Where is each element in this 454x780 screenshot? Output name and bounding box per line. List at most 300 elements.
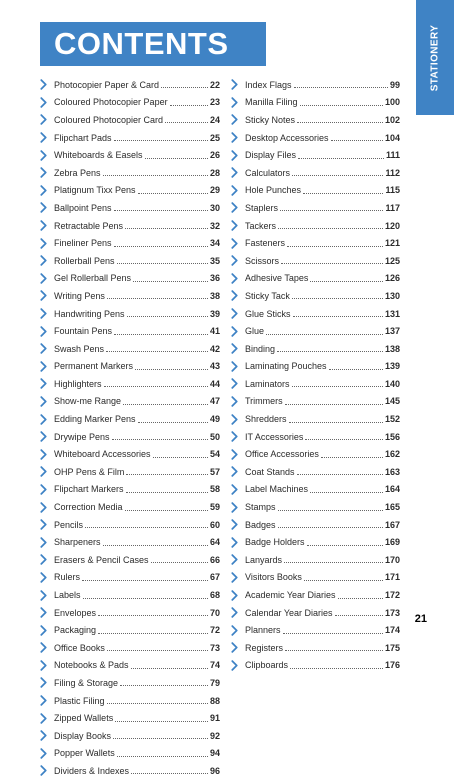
dot-leader: [303, 193, 383, 194]
toc-entry[interactable]: [229, 94, 400, 112]
toc-entry[interactable]: [38, 481, 220, 499]
toc-entry[interactable]: [229, 428, 400, 446]
toc-entry-page: 43: [209, 361, 220, 372]
toc-entry-label: Badge Holders: [245, 537, 305, 548]
toc-entry[interactable]: [38, 569, 220, 587]
toc-entry-page: 121: [384, 238, 400, 249]
dot-leader: [278, 228, 383, 229]
toc-entry-label: Binding: [245, 343, 276, 354]
toc-entry[interactable]: [38, 516, 220, 534]
dot-leader: [98, 615, 208, 616]
dot-leader: [117, 756, 208, 757]
dot-leader: [114, 246, 208, 247]
toc-entry[interactable]: [38, 146, 220, 164]
toc-entry[interactable]: [38, 182, 220, 200]
toc-entry[interactable]: [229, 76, 400, 94]
toc-entry-page: 170: [384, 554, 400, 565]
toc-entry-page: 35: [209, 255, 220, 266]
dot-leader: [293, 316, 383, 317]
page-title: CONTENTS: [54, 26, 229, 61]
dot-leader: [170, 105, 208, 106]
chevron-right-icon: [38, 765, 49, 776]
toc-entry[interactable]: [229, 164, 400, 182]
toc-entry-page: 96: [209, 765, 220, 776]
chevron-right-icon: [229, 431, 240, 442]
dot-leader: [138, 193, 208, 194]
toc-entry[interactable]: [229, 199, 400, 217]
toc-entry[interactable]: [229, 270, 400, 288]
dot-leader: [131, 773, 208, 774]
chevron-right-icon: [38, 554, 49, 565]
toc-entry-label: Visitors Books: [245, 572, 302, 583]
toc-entry[interactable]: [38, 129, 220, 147]
chevron-right-icon: [38, 625, 49, 636]
chevron-right-icon: [38, 238, 49, 249]
toc-entry-label: Notebooks & Pads: [54, 660, 129, 671]
toc-entry-label: Permanent Markers: [54, 361, 134, 372]
dot-leader: [305, 439, 383, 440]
toc-entry-page: 131: [384, 308, 400, 319]
toc-entry-page: 145: [384, 396, 400, 407]
dot-leader: [310, 492, 383, 493]
toc-entry[interactable]: [229, 516, 400, 534]
toc-entry[interactable]: [38, 305, 220, 323]
chevron-right-icon: [229, 167, 240, 178]
toc-entry-page: 171: [384, 572, 400, 583]
chevron-right-icon: [38, 150, 49, 161]
dot-leader: [329, 369, 383, 370]
chevron-right-icon: [229, 572, 240, 583]
toc-entry-page: 36: [209, 273, 220, 284]
toc-entry-label: Platignum Tixx Pens: [54, 185, 136, 196]
chevron-right-icon: [229, 484, 240, 495]
chevron-right-icon: [229, 660, 240, 671]
toc-entry[interactable]: [38, 709, 220, 727]
toc-entry[interactable]: [229, 111, 400, 129]
toc-entry-label: Badges: [245, 519, 276, 530]
chevron-right-icon: [38, 519, 49, 530]
toc-entry[interactable]: [38, 463, 220, 481]
toc-entry-label: Fountain Pens: [54, 326, 113, 337]
toc-entry-page: 104: [384, 132, 400, 143]
toc-entry-label: Erasers & Pencil Cases: [54, 554, 149, 565]
chevron-right-icon: [38, 695, 49, 706]
dot-leader: [266, 334, 383, 335]
chevron-right-icon: [38, 343, 49, 354]
chevron-right-icon: [38, 537, 49, 548]
toc-entry-page: 92: [209, 730, 220, 741]
chevron-right-icon: [38, 713, 49, 724]
toc-entry[interactable]: [38, 287, 220, 305]
toc-entry-label: Rollerball Pens: [54, 255, 115, 266]
dot-leader: [300, 105, 383, 106]
toc-entry-page: 173: [384, 607, 400, 618]
dot-leader: [127, 316, 208, 317]
toc-entry-page: 138: [384, 343, 400, 354]
toc-entry-page: 115: [385, 185, 400, 196]
toc-entry-page: 32: [209, 220, 220, 231]
toc-entry-page: 88: [209, 695, 220, 706]
toc-entry[interactable]: [229, 621, 400, 639]
toc-entry-label: Label Machines: [245, 484, 309, 495]
dot-leader: [292, 298, 383, 299]
toc-entry-page: 24: [209, 114, 220, 125]
chevron-right-icon: [229, 642, 240, 653]
chevron-right-icon: [38, 642, 49, 653]
toc-entry-label: Swash Pens: [54, 343, 105, 354]
toc-entry[interactable]: [38, 111, 220, 129]
toc-entry-label: Zebra Pens: [54, 167, 101, 178]
toc-entry-label: Show-me Range: [54, 396, 122, 407]
dot-leader: [107, 650, 208, 651]
chevron-right-icon: [229, 255, 240, 266]
toc-entry-label: Lanyards: [245, 554, 283, 565]
toc-entry[interactable]: [229, 146, 400, 164]
toc-entry[interactable]: [229, 498, 400, 516]
chevron-right-icon: [38, 132, 49, 143]
dot-leader: [165, 122, 208, 123]
toc-entry-page: 34: [209, 238, 220, 249]
chevron-right-icon: [229, 449, 240, 460]
toc-entry[interactable]: [229, 481, 400, 499]
toc-entry[interactable]: [38, 322, 220, 340]
chevron-right-icon: [229, 625, 240, 636]
dot-leader: [131, 668, 208, 669]
toc-entry[interactable]: [229, 358, 400, 376]
chevron-right-icon: [229, 537, 240, 548]
chevron-right-icon: [229, 414, 240, 425]
toc-entry[interactable]: [38, 445, 220, 463]
chevron-right-icon: [229, 79, 240, 90]
toc-entry-label: Fasteners: [245, 238, 286, 249]
toc-entry-page: 172: [384, 590, 400, 601]
toc-entry[interactable]: [38, 745, 220, 763]
chevron-right-icon: [38, 202, 49, 213]
dot-leader: [287, 246, 383, 247]
toc-entry-label: Office Books: [54, 642, 105, 653]
toc-entry-label: Hole Punches: [245, 185, 302, 196]
dot-leader: [85, 527, 208, 528]
toc-entry-page: 44: [209, 378, 220, 389]
toc-entry-label: Correction Media: [54, 502, 123, 513]
toc-entry-label: Laminating Pouches: [245, 361, 327, 372]
chevron-right-icon: [38, 167, 49, 178]
toc-entry-page: 111: [385, 150, 400, 161]
chevron-right-icon: [38, 449, 49, 460]
toc-entry[interactable]: [38, 393, 220, 411]
contents-header-band: [40, 22, 266, 66]
toc-entry-page: 57: [209, 466, 220, 477]
toc-entry-label: IT Accessories: [245, 431, 304, 442]
toc-entry-label: Scissors: [245, 255, 280, 266]
dot-leader: [278, 510, 383, 511]
toc-entry[interactable]: [38, 199, 220, 217]
toc-entry[interactable]: [38, 94, 220, 112]
toc-entry-label: Glue Sticks: [245, 308, 291, 319]
toc-entry-page: 167: [384, 519, 400, 530]
toc-entry[interactable]: [38, 410, 220, 428]
chevron-right-icon: [229, 308, 240, 319]
toc-entry-page: 156: [384, 431, 400, 442]
chevron-right-icon: [229, 150, 240, 161]
toc-entry-label: Coloured Photocopier Card: [54, 114, 164, 125]
toc-entry[interactable]: [229, 586, 400, 604]
toc-entry[interactable]: [229, 375, 400, 393]
dot-leader: [292, 175, 383, 176]
chevron-right-icon: [38, 326, 49, 337]
toc-entry[interactable]: [229, 604, 400, 622]
toc-entry[interactable]: [229, 322, 400, 340]
dot-leader: [126, 474, 208, 475]
toc-entry-label: Laminators: [245, 378, 290, 389]
toc-entry-label: Envelopes: [54, 607, 97, 618]
toc-entry[interactable]: [38, 604, 220, 622]
dot-leader: [125, 228, 208, 229]
toc-entry-page: 41: [209, 326, 220, 337]
dot-leader: [278, 527, 383, 528]
toc-entry[interactable]: [38, 621, 220, 639]
chevron-right-icon: [229, 202, 240, 213]
toc-entry[interactable]: [38, 164, 220, 182]
toc-entry-label: Photocopier Paper & Card: [54, 79, 160, 90]
dot-leader: [82, 580, 208, 581]
toc-entry[interactable]: [38, 217, 220, 235]
toc-entry[interactable]: [229, 217, 400, 235]
toc-entry-page: 29: [209, 185, 220, 196]
toc-entry-page: 66: [209, 554, 220, 565]
chevron-right-icon: [38, 396, 49, 407]
toc-entry-label: Gel Rollerball Pens: [54, 273, 132, 284]
toc-entry-label: Staplers: [245, 202, 279, 213]
chevron-right-icon: [38, 660, 49, 671]
toc-entry-label: Shredders: [245, 414, 287, 425]
dot-leader: [298, 158, 384, 159]
dot-leader: [294, 87, 388, 88]
toc-entry-page: 54: [209, 449, 220, 460]
toc-entry[interactable]: [229, 129, 400, 147]
toc-entry[interactable]: [38, 428, 220, 446]
toc-entry[interactable]: [38, 358, 220, 376]
toc-entry-label: Filing & Storage: [54, 677, 119, 688]
toc-entry-page: 163: [384, 466, 400, 477]
toc-entry-page: 59: [209, 502, 220, 513]
toc-entry[interactable]: [38, 252, 220, 270]
toc-entry-page: 126: [384, 273, 400, 284]
chevron-right-icon: [38, 97, 49, 108]
toc-entry[interactable]: [229, 551, 400, 569]
toc-entry[interactable]: [38, 551, 220, 569]
toc-entry[interactable]: [229, 287, 400, 305]
toc-entry[interactable]: [229, 182, 400, 200]
dot-leader: [115, 721, 208, 722]
chevron-right-icon: [229, 502, 240, 513]
toc-entry-label: Tackers: [245, 220, 277, 231]
toc-entry[interactable]: [38, 762, 220, 780]
dot-leader: [138, 422, 208, 423]
toc-entry-page: 152: [384, 414, 400, 425]
toc-entry-label: Retractable Pens: [54, 220, 124, 231]
toc-entry-label: Academic Year Diaries: [245, 590, 336, 601]
toc-entry[interactable]: [38, 375, 220, 393]
toc-entry-page: 68: [209, 590, 220, 601]
toc-entry-label: OHP Pens & Film: [54, 466, 125, 477]
toc-entry-label: Highlighters: [54, 378, 102, 389]
toc-entry-page: 139: [384, 361, 400, 372]
toc-entry[interactable]: [38, 76, 220, 94]
toc-entry-label: Dividers & Indexes: [54, 765, 130, 776]
dot-leader: [331, 140, 383, 141]
toc-entry-page: 100: [384, 97, 400, 108]
chevron-right-icon: [229, 220, 240, 231]
chevron-right-icon: [38, 378, 49, 389]
chevron-right-icon: [229, 466, 240, 477]
dot-leader: [285, 404, 383, 405]
toc-entry[interactable]: [38, 234, 220, 252]
toc-entry-page: 169: [384, 537, 400, 548]
toc-entry-label: Desktop Accessories: [245, 132, 329, 143]
dot-leader: [125, 510, 208, 511]
chevron-right-icon: [38, 484, 49, 495]
toc-entry-page: 162: [384, 449, 400, 460]
dot-leader: [151, 562, 208, 563]
chevron-right-icon: [229, 343, 240, 354]
toc-entry[interactable]: [229, 410, 400, 428]
chevron-right-icon: [229, 185, 240, 196]
dot-leader: [297, 474, 383, 475]
toc-entry[interactable]: [38, 340, 220, 358]
toc-entry-page: 74: [209, 660, 220, 671]
toc-entry-page: 94: [209, 748, 220, 759]
toc-entry-page: 47: [209, 396, 220, 407]
dot-leader: [114, 140, 208, 141]
toc-entry[interactable]: [229, 393, 400, 411]
dot-leader: [107, 703, 208, 704]
toc-entry-page: 30: [209, 202, 220, 213]
dot-leader: [292, 386, 383, 387]
toc-entry-page: 50: [209, 431, 220, 442]
toc-entry-page: 26: [209, 150, 220, 161]
chevron-right-icon: [38, 220, 49, 231]
toc-entry[interactable]: [229, 639, 400, 657]
toc-entry-page: 72: [209, 625, 220, 636]
toc-entry[interactable]: [38, 533, 220, 551]
toc-entry[interactable]: [38, 639, 220, 657]
toc-entry[interactable]: [229, 252, 400, 270]
toc-entry[interactable]: [229, 657, 400, 675]
toc-entry-label: Labels: [54, 590, 81, 601]
toc-entry-label: Popper Wallets: [54, 748, 115, 759]
chevron-right-icon: [229, 238, 240, 249]
chevron-right-icon: [229, 273, 240, 284]
toc-entry-label: Adhesive Tapes: [245, 273, 309, 284]
toc-entry-page: 174: [384, 625, 400, 636]
dot-leader: [310, 281, 383, 282]
dot-leader: [277, 351, 383, 352]
dot-leader: [304, 580, 383, 581]
dot-leader: [153, 457, 208, 458]
chevron-right-icon: [229, 97, 240, 108]
toc-entry[interactable]: [229, 533, 400, 551]
toc-entry-page: 91: [209, 713, 220, 724]
contents-column-left: [38, 76, 220, 780]
dot-leader: [114, 334, 208, 335]
toc-entry-label: Zipped Wallets: [54, 713, 114, 724]
toc-entry-label: Planners: [245, 625, 281, 636]
chevron-right-icon: [38, 308, 49, 319]
toc-entry-label: Plastic Filing: [54, 695, 105, 706]
dot-leader: [83, 598, 208, 599]
dot-leader: [281, 263, 383, 264]
toc-entry-label: Coloured Photocopier Paper: [54, 97, 168, 108]
chevron-right-icon: [38, 273, 49, 284]
dot-leader: [98, 633, 208, 634]
toc-entry[interactable]: [229, 340, 400, 358]
dot-leader: [106, 351, 208, 352]
chevron-right-icon: [38, 466, 49, 477]
dot-leader: [103, 175, 208, 176]
toc-entry-page: 117: [385, 202, 400, 213]
chevron-right-icon: [38, 79, 49, 90]
toc-entry[interactable]: [38, 727, 220, 745]
chevron-right-icon: [38, 290, 49, 301]
toc-entry[interactable]: [38, 657, 220, 675]
dot-leader: [321, 457, 383, 458]
toc-entry-label: Trimmers: [245, 396, 283, 407]
toc-entry[interactable]: [229, 234, 400, 252]
chevron-right-icon: [38, 607, 49, 618]
toc-entry[interactable]: [38, 674, 220, 692]
dot-leader: [297, 122, 383, 123]
toc-entry-label: Calculators: [245, 167, 291, 178]
toc-entry[interactable]: [229, 463, 400, 481]
toc-entry-label: Flipchart Markers: [54, 484, 124, 495]
dot-leader: [161, 87, 208, 88]
chevron-right-icon: [38, 748, 49, 759]
toc-entry-label: Calendar Year Diaries: [245, 607, 333, 618]
dot-leader: [280, 210, 383, 211]
toc-entry[interactable]: [229, 569, 400, 587]
toc-entry-label: Stamps: [245, 502, 276, 513]
dot-leader: [103, 545, 208, 546]
chevron-right-icon: [229, 132, 240, 143]
chevron-right-icon: [229, 590, 240, 601]
dot-leader: [284, 562, 383, 563]
toc-entry-page: 120: [384, 220, 400, 231]
dot-leader: [114, 210, 208, 211]
toc-entry-label: Display Files: [245, 150, 297, 161]
toc-entry[interactable]: [38, 498, 220, 516]
dot-leader: [112, 439, 208, 440]
dot-leader: [113, 738, 208, 739]
dot-leader: [285, 650, 383, 651]
chevron-right-icon: [229, 290, 240, 301]
toc-entry-label: Rulers: [54, 572, 81, 583]
toc-entry[interactable]: [38, 586, 220, 604]
toc-entry-label: Clipboards: [245, 660, 289, 671]
toc-entry-label: Whiteboard Accessories: [54, 449, 151, 460]
toc-entry-label: Whiteboards & Easels: [54, 150, 143, 161]
toc-entry[interactable]: [38, 270, 220, 288]
chevron-right-icon: [38, 361, 49, 372]
toc-entry-page: 137: [384, 326, 400, 337]
toc-entry[interactable]: [229, 445, 400, 463]
chevron-right-icon: [229, 326, 240, 337]
page-number: 21: [414, 613, 427, 625]
toc-entry[interactable]: [38, 692, 220, 710]
toc-entry-label: Office Accessories: [245, 449, 319, 460]
toc-entry-page: 70: [209, 607, 220, 618]
toc-entry[interactable]: [229, 305, 400, 323]
